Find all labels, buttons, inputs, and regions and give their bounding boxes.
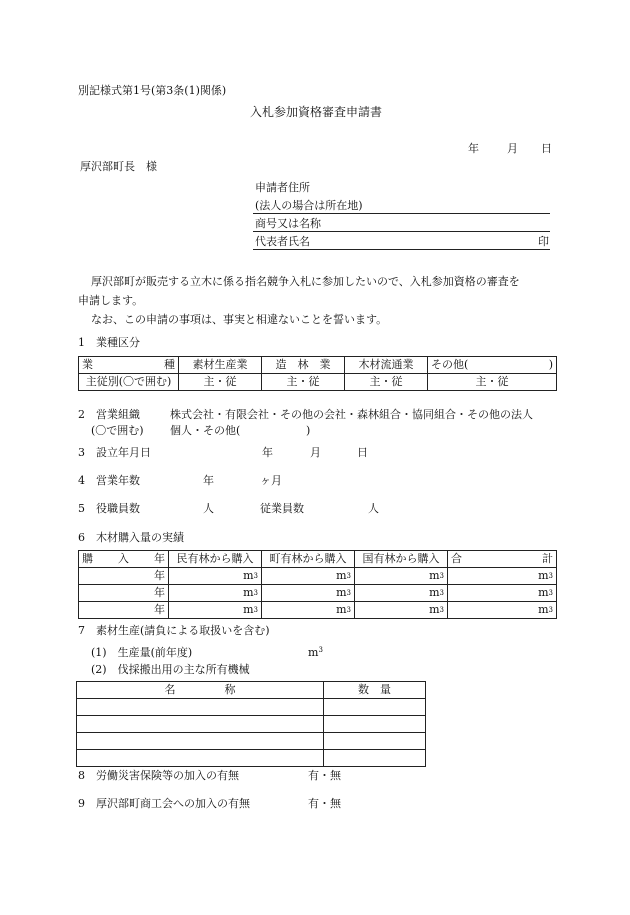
applicant-rep-label: 代表者氏名 (255, 235, 310, 248)
volume-cell: $m^3$ (262, 585, 355, 602)
purchase-table (78, 550, 557, 619)
body-line-3: なお、この申請の事項は、事実と相違ないことを誓います。 (91, 313, 388, 326)
header-cell: 数 量 (324, 682, 426, 699)
table-row (77, 716, 426, 733)
sec9-value: 有・無 (308, 797, 341, 810)
name-underline (253, 215, 550, 232)
table-row (79, 568, 557, 585)
page-title: 入札参加資格審査申請書 (250, 105, 383, 119)
volume-cell: $m^3$ (355, 602, 448, 619)
volume-cell: $m^3$ (169, 585, 262, 602)
sec6-title: 6 木材購入量の実績 (78, 531, 184, 544)
machine-qty-cell (324, 733, 426, 750)
sec5-employees: 従業員数 (260, 502, 304, 515)
sec2-options-1: 株式会社・有限会社・その他の会社・森林組合・協同組合・その他の法人 (170, 408, 533, 421)
header-cell: 造 林 業 (262, 357, 345, 374)
row-label: 主従別(〇で囲む) (79, 374, 179, 391)
date-year: 年 (468, 142, 479, 155)
volume-cell: $m^3$ (448, 585, 557, 602)
header-cell: 購 入 年 (79, 551, 169, 568)
sec4-month: ヶ月 (260, 474, 282, 487)
sec4-year: 年 (203, 474, 214, 487)
seal-mark: 印 (538, 235, 549, 248)
volume-cell: $m^3$ (169, 568, 262, 585)
main-sub-cell: 主・従 (428, 374, 557, 391)
table-row (77, 682, 426, 699)
machine-qty-cell (324, 699, 426, 716)
sec5-unit-2: 人 (368, 502, 379, 515)
main-sub-cell: 主・従 (179, 374, 262, 391)
header-cell: 町有林から購入 (262, 551, 355, 568)
applicant-name-label: 商号又は名称 (255, 217, 321, 230)
machine-name-cell (77, 750, 324, 767)
sec2-title: 2 営業組織 (78, 408, 140, 421)
machine-name-cell (77, 716, 324, 733)
sec2-note: (〇で囲む) (91, 424, 144, 437)
header-cell: 国有林から購入 (355, 551, 448, 568)
header-cell: 素材生産業 (179, 357, 262, 374)
volume-cell: $m^3$ (448, 602, 557, 619)
volume-cell: $m^3$ (169, 602, 262, 619)
applicant-address-label: 申請者住所 (255, 181, 310, 194)
header-cell: 民有林から購入 (169, 551, 262, 568)
table-row (77, 699, 426, 716)
form-number: 別記様式第1号(第3条(1)関係) (78, 84, 227, 97)
sec7-title: 7 素材生産(請負による取扱いを含む) (78, 624, 270, 637)
sec2-close: ) (306, 424, 311, 437)
sec8-title: 8 労働災害保険等の加入の有無 (78, 769, 239, 782)
sec3-title: 3 設立年月日 (78, 446, 151, 459)
applicant-address-note: (法人の場合は所在地) (255, 199, 363, 212)
main-sub-cell: 主・従 (262, 374, 345, 391)
sec5-title: 5 役職員数 (78, 502, 140, 515)
machinery-table (76, 681, 426, 767)
machine-qty-cell (324, 716, 426, 733)
sec9-title: 9 厚沢部町商工会への加入の有無 (78, 797, 250, 810)
table-row (79, 357, 557, 374)
table-row (77, 750, 426, 767)
rep-underline (253, 233, 550, 250)
table-row (77, 733, 426, 750)
machine-name-cell (77, 733, 324, 750)
table-row (79, 551, 557, 568)
sec7-item-1-unit: $m^3$ (308, 646, 323, 659)
sec7-item-2: (2) 伐採搬出用の主な所有機械 (91, 663, 250, 676)
main-sub-cell: 主・従 (345, 374, 428, 391)
table-row (79, 585, 557, 602)
volume-cell: $m^3$ (355, 568, 448, 585)
date-day: 日 (541, 142, 552, 155)
machine-name-cell (77, 699, 324, 716)
header-cell: その他( ) (428, 357, 557, 374)
year-cell: 年 (79, 602, 169, 619)
table-row (79, 602, 557, 619)
sec3-year: 年 (262, 446, 273, 459)
header-cell: 木材流通業 (345, 357, 428, 374)
table-row (79, 374, 557, 391)
address-underline (253, 197, 550, 214)
year-cell: 年 (79, 568, 169, 585)
date-month: 月 (507, 142, 518, 155)
header-cell: 名 称 (77, 682, 324, 699)
sec3-day: 日 (357, 446, 368, 459)
sec4-title: 4 営業年数 (78, 474, 140, 487)
sec7-item-1: (1) 生産量(前年度) (91, 646, 193, 659)
body-line-1: 厚沢部町が販売する立木に係る指名競争入札に参加したいので、入札参加資格の審査を (91, 275, 520, 288)
sec2-options-2: 個人・その他( (170, 424, 241, 437)
header-cell: 合 計 (448, 551, 557, 568)
machine-qty-cell (324, 750, 426, 767)
body-line-2: 申請します。 (78, 294, 144, 307)
sec8-value: 有・無 (308, 769, 341, 782)
header-cell: 業 種 (79, 357, 179, 374)
business-type-table (78, 356, 557, 391)
year-cell: 年 (79, 585, 169, 602)
volume-cell: $m^3$ (448, 568, 557, 585)
sec3-month: 月 (310, 446, 321, 459)
addressee: 厚沢部町長 様 (80, 160, 157, 173)
sec1-title: 1 業種区分 (78, 336, 140, 349)
volume-cell: $m^3$ (262, 568, 355, 585)
volume-cell: $m^3$ (262, 602, 355, 619)
sec5-unit-1: 人 (203, 502, 214, 515)
volume-cell: $m^3$ (355, 585, 448, 602)
